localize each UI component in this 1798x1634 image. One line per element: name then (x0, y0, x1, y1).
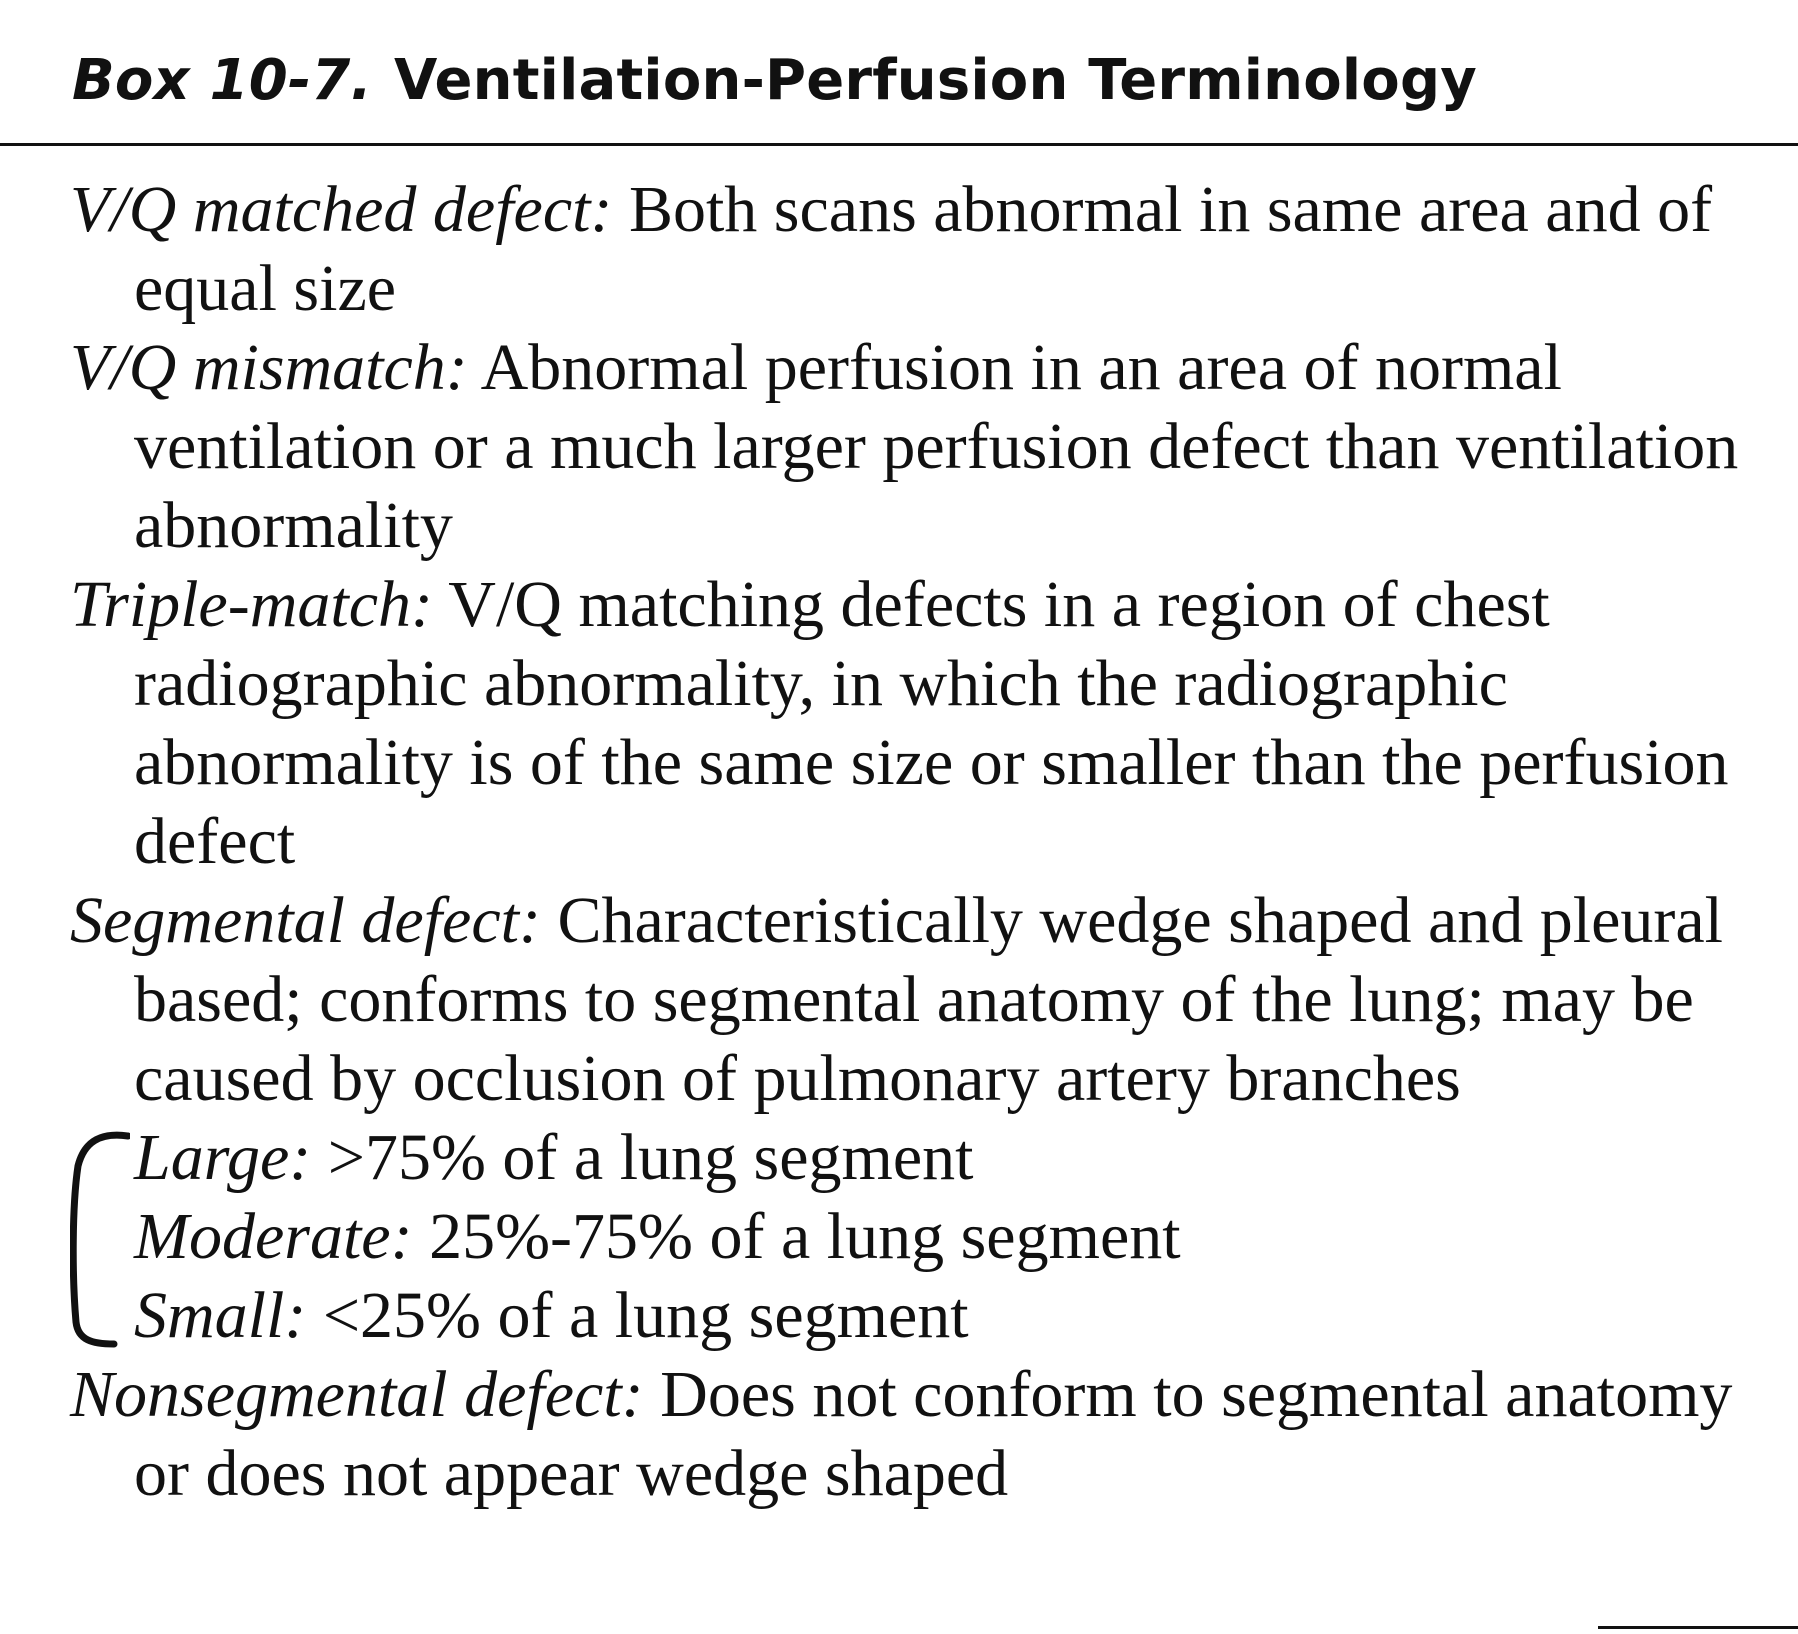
entry-vq-mismatch (70, 328, 1770, 565)
entry-nonsegmental-defect (70, 1355, 1770, 1513)
terminology-list (70, 170, 1770, 1513)
term-definition: V/Q matching defects in a region of chest radiographic abnormality, in which the radiographic abnormality is of the same size or smaller than the perfusion defect (134, 568, 1729, 878)
term-label: Segmental defect: (70, 884, 541, 957)
size-definition: 25%-75% of a lung segment (429, 1200, 1181, 1273)
segment-size-small (134, 1276, 1770, 1355)
header-rule (0, 143, 1798, 146)
term-definition: Abnormal perfusion in an area of normal ventilation or a much larger perfusion defect than ventilation abnormality (134, 331, 1739, 562)
size-label: Large: (134, 1121, 312, 1194)
box-header (72, 48, 1477, 113)
term-label: Nonsegmental defect: (70, 1358, 644, 1431)
term-definition: Both scans abnormal in same area and of equal size (134, 173, 1713, 325)
entry-triple-match (70, 565, 1770, 881)
corner-rule (1598, 1626, 1798, 1629)
handwritten-bracket-mark (70, 1126, 130, 1350)
term-definition: Does not conform to segmental anatomy or does not appear wedge shaped (134, 1358, 1733, 1510)
term-definition: Characteristically wedge shaped and pleural based; conforms to segmental anatomy of the lung; may be caused by occlusion of pulmonary artery branches (134, 884, 1723, 1115)
size-definition: >75% of a lung segment (327, 1121, 974, 1194)
size-label: Small: (134, 1279, 307, 1352)
segment-size-moderate (134, 1197, 1770, 1276)
segment-size-large (134, 1118, 1770, 1197)
size-definition: <25% of a lung segment (322, 1279, 969, 1352)
term-label: V/Q matched defect: (70, 173, 613, 246)
entry-segmental-defect (70, 881, 1770, 1118)
box-number: Box 10-7. (72, 48, 372, 113)
size-label: Moderate: (134, 1200, 413, 1273)
box-title: Ventilation-Perfusion Terminology (393, 48, 1477, 113)
entry-vq-matched-defect (70, 170, 1770, 328)
term-label: V/Q mismatch: (70, 331, 468, 404)
segment-size-group (70, 1118, 1770, 1355)
term-label: Triple-match: (70, 568, 433, 641)
